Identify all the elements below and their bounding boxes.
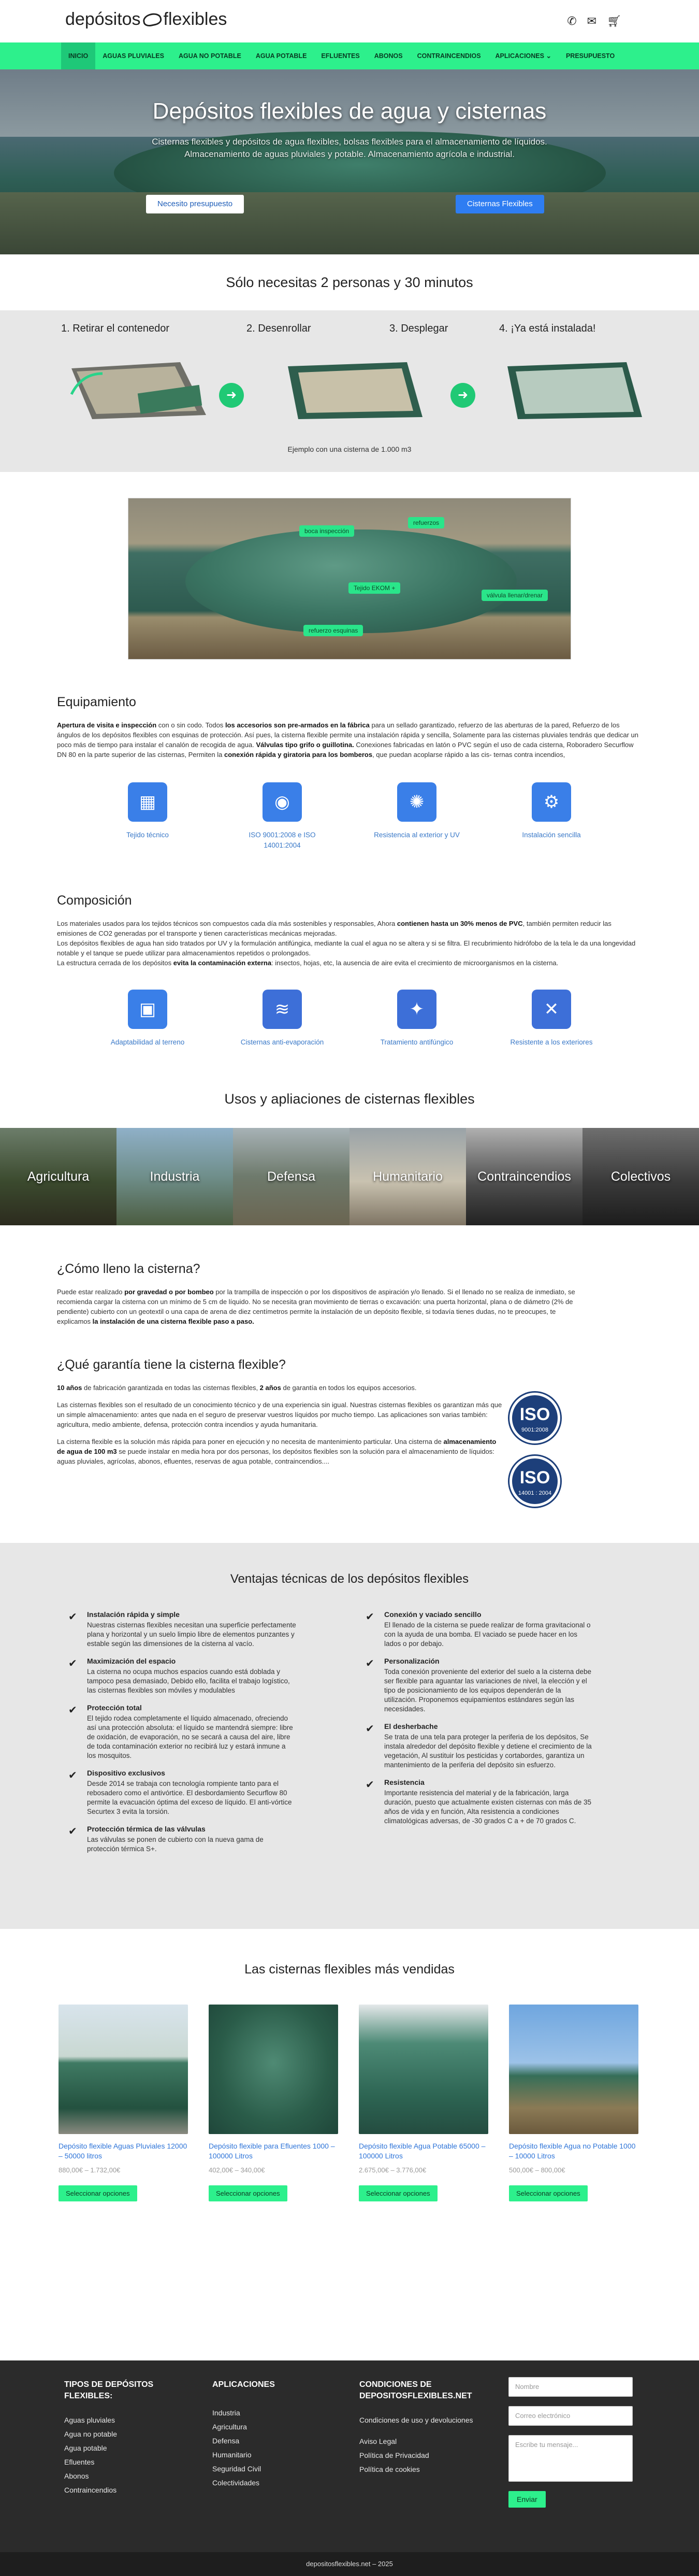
select-options-button[interactable]: Seleccionar opciones — [209, 2185, 287, 2201]
logo-text-a: depósitos — [65, 9, 141, 29]
advantage-text: Toda conexión proveniente del exterior del suelo a la cisterna debe ser flexible para aguantar las variaciones de nivel, la elección y el tipo de posicionamiento de los equipos dependerán de la utilización. Proponemos equipamientos estándares según las necesidades. — [384, 1668, 592, 1713]
evaporation-icon: ≋ — [263, 990, 302, 1029]
tag-inspection: boca inspección — [299, 525, 354, 537]
step-3-title: 3. Desplegar — [389, 323, 448, 334]
footer-link[interactable]: Agua potable — [64, 2444, 107, 2452]
email-field[interactable]: Correo electrónico — [508, 2406, 633, 2426]
advantage-text: Las válvulas se ponen de cubierto con la nueva gama de protección térmica S+. — [87, 1836, 264, 1853]
footer-link[interactable]: Aviso Legal — [359, 2437, 397, 2445]
resistance-icon: ✺ — [397, 782, 436, 822]
product-image[interactable] — [359, 2005, 488, 2134]
equipment-title: Equipamiento — [57, 695, 136, 709]
step-4-illustration — [497, 358, 647, 422]
feature-insects: ✕ Resistente a los exteriores — [505, 990, 598, 1048]
step-arrow-icon: ➜ — [450, 383, 475, 408]
footer-link[interactable]: Condiciones de uso y devoluciones — [359, 2416, 473, 2424]
advantage-title: Resistencia — [384, 1778, 425, 1786]
iso-14001-badge: ISO 14001 : 2004 — [509, 1456, 560, 1507]
nav-item-agua-potable[interactable]: AGUA POTABLE — [255, 52, 307, 60]
advantage-text: Se trata de una tela para proteger la periferia de los depósitos, Se instala alrededor del depósito flexible y detiene el crecimiento de la vegetación, Al sustituir los pesticidas y cortabordes, garantiza un mantenimiento de la periferia del depósito sin esfuerzo. — [384, 1733, 592, 1769]
advantage-title: Dispositivo exclusivos — [87, 1769, 165, 1777]
step-1-illustration — [61, 358, 211, 422]
feature-resistance: ✺ Resistencia al exterior y UV — [370, 782, 463, 851]
step-2-title: 2. Desenrollar — [246, 323, 311, 334]
nav-item-contraincendios[interactable]: CONTRAINCENDIOS — [417, 52, 481, 60]
nav-item-presupuesto[interactable]: PRESUPUESTO — [565, 52, 615, 60]
footer-link[interactable]: Aguas pluviales — [64, 2416, 115, 2424]
advantage-item — [366, 1778, 593, 1826]
product-price: 880,00€ – 1.732,00€ — [59, 2166, 121, 2174]
iso-icon: ◉ — [263, 782, 302, 822]
step-arrow-icon: ➜ — [219, 383, 244, 408]
use-tile-colectivos[interactable]: Colectivos — [582, 1128, 699, 1225]
advantages-right-column — [366, 1610, 593, 1834]
time-banner: Sólo necesitas 2 personas y 30 minutos — [0, 254, 699, 310]
equipment-text: Apertura de visita e inspección con o sin codo. Todos los accesorios son pre-armados en la fábrica para un sellado garantizado, refuerzo de las aberturas de la pared, Refuerzo de los ángulos de los depósitos flexibles con esquinas de protección. Así pues, la cisterna flexible permite una instalación rápida y sencilla, Solamente para las cisternas pluviales tendrás que dedicar un poco más de tiempo para instalar el canalón de recogida de agua. Válvulas tipo grifo o guillotina. Conexiones fabricadas en latón o PVC según el uso de cada cisterna, Roboradero Securflow DN 80 en la parte superior de las cisternas, Permiten la conexión rápida y giratoria para los bomberos, que puedan acoplarse rápido a las cis- ternas contra incendios, — [57, 721, 638, 759]
advantage-title: Maximización del espacio — [87, 1657, 176, 1665]
product-name[interactable]: Depósito flexible Agua Potable 65000 – 100000 Litros — [359, 2142, 486, 2160]
advantage-text: Nuestras cisternas flexibles necesitan una superficie perfectamente plana y horizontal y un suelo limpio libre de elementos punzantes y estable según las dimensiones de la cisterna al vacío. — [87, 1621, 296, 1648]
check-icon: ✔ — [68, 1826, 77, 1837]
advantage-title: El desherbache — [384, 1722, 438, 1730]
advantage-text: Importante resistencia del material y de la fabricación, larga duración, puesto que actualmente existen cisternas con más de 35 años de vida y en función, Alta resistencia a condiciones climatológicas adversas, de -30 grados C a + de 70 grados C. — [384, 1789, 591, 1825]
product-card — [509, 2005, 638, 2201]
composition-section — [57, 893, 642, 968]
nav-item-aplicaciones[interactable] — [488, 42, 559, 69]
composition-text-3: La estructura cerrada de los depósitos evita la contaminación externa: insectos, hojas, etc, la ausencia de aire evita el crecimiento de microorganismos en la cisterna. — [57, 959, 559, 967]
advantage-title: Conexión y vaciado sencillo — [384, 1610, 482, 1619]
main-nav — [0, 42, 699, 69]
warranty-text-1: 10 años de fabricación garantizada en todas las cisternas flexibles, 2 años de garantía en todos los equipos accesorios. — [57, 1384, 417, 1392]
product-name[interactable]: Depósito flexible para Efluentes 1000 – 100000 Litros — [209, 2142, 335, 2160]
footer-link[interactable]: Defensa — [212, 2437, 240, 2445]
fabric-icon: ▦ — [128, 782, 167, 822]
filling-title: ¿Cómo lleno la cisterna? — [57, 1262, 200, 1276]
hero-subtitle-line-1: Cisternas flexibles y depósitos de agua flexibles, bolsas flexibles para el almacenamiento de líquidos. — [152, 137, 547, 147]
advantage-text: Desde 2014 se trabaja con tecnología rompiente tanto para el rebosadero como el antivórtice. El desbordamiento Securflow 80 permite la evacuación óptima del exceso de líquido. El anti-vórtice Securtex 3 evita la torsión. — [87, 1780, 292, 1815]
footer-link[interactable]: Política de Privacidad — [359, 2451, 429, 2459]
advantage-item — [366, 1610, 593, 1649]
filling-section — [57, 1262, 642, 1326]
step-2-illustration — [278, 358, 428, 422]
advantage-item — [68, 1769, 296, 1816]
advantage-item — [68, 1825, 296, 1854]
footer-link[interactable]: Humanitario — [212, 2451, 252, 2459]
footer-link[interactable]: Seguridad Civil — [212, 2465, 261, 2473]
check-icon: ✔ — [366, 1723, 374, 1735]
iso-9001-badge: ISO 9001:2008 — [509, 1393, 560, 1443]
use-tile-contraincendios[interactable]: Contraincendios — [466, 1128, 582, 1225]
top-header — [0, 0, 699, 42]
uses-section — [0, 1091, 699, 1225]
gear-icon: ⚙ — [532, 782, 571, 822]
product-name[interactable]: Depósito flexible Aguas Pluviales 12000 – 50000 litros — [59, 2142, 187, 2160]
equipment-section — [57, 695, 642, 760]
mail-icon[interactable]: ✉ — [587, 15, 597, 27]
cart-icon[interactable]: 🛒︎ — [607, 15, 621, 27]
advantage-title: Protección total — [87, 1704, 142, 1712]
nav-item-aguas-pluviales[interactable]: AGUAS PLUVIALES — [103, 52, 164, 60]
feature-install: ⚙ Instalación sencilla — [505, 782, 598, 851]
check-icon: ✔ — [366, 1611, 374, 1623]
footer-col-types — [64, 2379, 183, 2497]
send-button[interactable]: Enviar — [508, 2491, 546, 2508]
tag-corners: refuerzo esquinas — [303, 625, 363, 636]
composition-title: Composición — [57, 893, 132, 908]
installation-steps — [0, 310, 699, 472]
composition-text-2: Los depósitos flexibles de agua han sido tratados por UV y la formulación antifúngica, mediante la cual el agua no se altera y si se filtra. El recubrimiento hidrófobo de la tela le da una longevidad notable y el tanque se puede utilizar para almacenamientos repetidos o prolongados. — [57, 939, 636, 957]
equipment-features — [101, 782, 598, 851]
warranty-text-2: Las cisternas flexibles son el resultado de un conocimiento técnico y de una experiencia sin igual. Nuestras cisternas flexibles os garantizan más que un simple almacenamiento: antes que nada en el seguro de preservar vuestros líquidos por mucho tiempo. Las aplicaciones son varias también: agricultura, medio ambiente, defensa, protección contra incendios y ayuda humanitaria. — [57, 1401, 502, 1428]
advantage-item — [68, 1704, 296, 1761]
hero-subtitle-line-2: Almacenamiento de aguas pluviales y potable. Almacenamiento agrícola e industrial. — [184, 149, 515, 159]
nav-item-abonos[interactable]: ABONOS — [374, 52, 403, 60]
select-options-button[interactable]: Seleccionar opciones — [59, 2185, 137, 2201]
product-image[interactable] — [59, 2005, 188, 2134]
advantage-item — [68, 1657, 296, 1695]
nav-item-agua-no-potable[interactable]: AGUA NO POTABLE — [178, 52, 241, 60]
nav-aplicaciones-label: APLICACIONES — [495, 52, 544, 60]
hero-banner — [0, 69, 699, 254]
select-options-button[interactable]: Seleccionar opciones — [509, 2185, 588, 2201]
advantage-item — [68, 1610, 296, 1649]
quote-button[interactable]: Necesito presupuesto — [146, 195, 244, 213]
footer-link[interactable]: Contraincendios — [64, 2486, 117, 2494]
footer-contact-form — [508, 2377, 638, 2508]
use-tile-humanitario[interactable]: Humanitario — [350, 1128, 466, 1225]
advantage-item — [366, 1722, 593, 1770]
feature-fabric: ▦ Tejido técnico — [101, 782, 194, 851]
product-card — [359, 2005, 488, 2201]
logo-text-b: flexibles — [163, 9, 227, 29]
check-icon: ✔ — [68, 1705, 77, 1716]
step-4-title: 4. ¡Ya está instalada! — [499, 323, 596, 334]
footer-link[interactable]: Efluentes — [64, 2458, 95, 2466]
footer-link[interactable]: Agua no potable — [64, 2430, 117, 2438]
product-price: 2.675,00€ – 3.776,00€ — [359, 2166, 427, 2174]
product-card — [59, 2005, 188, 2201]
warranty-section — [57, 1357, 642, 1513]
steps-caption: Ejemplo con una cisterna de 1.000 m3 — [287, 445, 412, 453]
product-name[interactable]: Depósito flexible Agua no Potable 1000 – 10000 Litros — [509, 2142, 636, 2160]
site-logo[interactable] — [65, 9, 227, 30]
name-field[interactable]: Nombre — [508, 2377, 633, 2397]
footer-col-title: TIPOS DE DEPÓSITOS FLEXIBLES: — [64, 2380, 154, 2400]
step-1-title: 1. Retirar el contenedor — [61, 323, 170, 334]
feature-iso: ◉ ISO 9001:2008 e ISO 14001:2004 — [236, 782, 329, 851]
advantage-item — [366, 1657, 593, 1714]
advantage-text: La cisterna no ocupa muchos espacios cuando está doblada y tampoco pesa demasiado, Debido ello, facilita el trabajo logístico, las cisternas flexibles son móviles y modulables — [87, 1668, 290, 1694]
product-price: 402,00€ – 340,00€ — [209, 2166, 265, 2174]
footer-link[interactable]: Colectividades — [212, 2479, 260, 2487]
feature-adaptability: ▣ Adaptabilidad al terreno — [101, 990, 194, 1048]
footer — [0, 2360, 699, 2552]
tag-reinforcements: refuerzos — [408, 517, 444, 528]
product-price: 500,00€ – 800,00€ — [509, 2166, 565, 2174]
products-section — [0, 1929, 699, 2219]
use-tile-agricultura[interactable]: Agricultura — [0, 1128, 116, 1225]
equipment-photo — [128, 498, 571, 660]
check-icon: ✔ — [68, 1770, 77, 1781]
check-icon: ✔ — [366, 1779, 374, 1791]
check-icon: ✔ — [68, 1611, 77, 1623]
chevron-down-icon: ⌄ — [546, 52, 551, 60]
advantages-left-column — [68, 1610, 296, 1862]
hero-subtitle — [0, 136, 699, 161]
feature-antifungal: ✦ Tratamiento antifúngico — [370, 990, 463, 1048]
advantage-text: El llenado de la cisterna se puede realizar de forma gravitacional o con la ayuda de una bomba. El vaciado se puede hacer en los lados o por debajo. — [384, 1621, 591, 1648]
footer-link[interactable]: Industria — [212, 2409, 240, 2417]
uses-title: Usos y apliaciones de cisternas flexibles — [224, 1091, 475, 1107]
tag-valve: válvula llenar/drenar — [482, 590, 548, 601]
advantage-title: Instalación rápida y simple — [87, 1610, 180, 1619]
footer-link[interactable]: Abonos — [64, 2472, 89, 2480]
footer-link[interactable]: Política de cookies — [359, 2465, 420, 2473]
use-tile-defensa[interactable]: Defensa — [233, 1128, 350, 1225]
check-icon: ✔ — [366, 1658, 374, 1669]
footer-link[interactable]: Agricultura — [212, 2423, 247, 2431]
phone-icon[interactable]: ✆ — [567, 15, 577, 27]
flexible-tanks-button[interactable]: Cisternas Flexibles — [456, 195, 544, 213]
tag-fabric: Tejido EKOM + — [348, 582, 400, 594]
advantage-text: El tejido rodea completamente el líquido almacenado, ofreciendo así una protección absoluta: el líquido se mantendrá siempre: libre de oxidación, de evaporación, no se secará a causa del aire, libre de toda contaminación exterior no recibirá luz y estará inmune a los mosquitos. — [87, 1714, 293, 1759]
product-card — [209, 2005, 338, 2201]
advantages-title: Ventajas técnicas de los depósitos flexibles — [230, 1572, 469, 1586]
use-tile-industria[interactable]: Industria — [116, 1128, 233, 1225]
nav-item-efluentes[interactable]: EFLUENTES — [321, 52, 360, 60]
composition-text-1: Los materiales usados para los tejidos técnicos son compuestos cada día más sostenibles y responsables, Ahora contienen hasta un 30% menos de PVC, también permiten reducir las emisiones de CO2 generadas por el transporte y tienen características mecánicas mejoradas. — [57, 920, 611, 937]
composition-features — [101, 990, 598, 1048]
products-title: Las cisternas flexibles más vendidas — [244, 1962, 455, 1977]
message-field[interactable]: Escribe tu mensaje... — [508, 2435, 633, 2482]
footer-col-title: CONDICIONES DE DEPOSITOSFLEXIBLES.NET — [359, 2380, 472, 2400]
logo-mark-icon — [141, 11, 162, 27]
product-image[interactable] — [209, 2005, 338, 2134]
insects-icon: ✕ — [532, 990, 571, 1029]
copyright: depositosflexibles.net – 2025 — [0, 2552, 699, 2576]
product-image[interactable] — [509, 2005, 638, 2134]
footer-col-conditions — [359, 2379, 494, 2477]
feature-evaporation: ≋ Cisternas anti-evaporación — [236, 990, 329, 1048]
footer-col-title: APLICACIONES — [212, 2380, 275, 2389]
warranty-text-3: La cisterna flexible es la solución más rápida para poner en ejecución y no necesita de mantenimiento particular. Una cisterna de almacenamiento de agua de 100 m3 se puede instalar en media hora por dos personas, los depósitos flexibles son la solución para el almacenamiento de líquidos: aguas pluviales, agrícolas, abonos, efluentes, reservas de agua potable, contraincendios.... — [57, 1438, 497, 1465]
adaptability-icon: ▣ — [128, 990, 167, 1029]
advantage-title: Personalización — [384, 1657, 440, 1665]
hero-title: Depósitos flexibles de agua y cisternas — [152, 98, 547, 124]
filling-text: Puede estar realizado por gravedad o por bombeo por la trampilla de inspección o por los dispositivos de aspiración y/o llenado. Si el llenado no se realiza de inmediato, se recomienda cargar la cisterna con un mínimo de 5 cm de líquido. No se necesita gran movimiento de tierras o excavación: una puerta horizontal, plana o de diámetro (2% de pendiente) cubierto con un geotextil o una capa de arena de diez centímetros permite la instalación de un depósito flexible, si todavía tienes dudas, no te preocupes, te explicamos la instalación de una cisterna flexible paso a paso. — [57, 1288, 575, 1325]
nav-item-inicio[interactable]: INICIO — [61, 42, 95, 69]
advantages-section — [0, 1543, 699, 1929]
antifungal-icon: ✦ — [397, 990, 436, 1029]
advantage-title: Protección térmica de las válvulas — [87, 1825, 206, 1833]
check-icon: ✔ — [68, 1658, 77, 1669]
warranty-title: ¿Qué garantía tiene la cisterna flexible? — [57, 1357, 286, 1372]
select-options-button[interactable]: Seleccionar opciones — [359, 2185, 438, 2201]
footer-col-applications — [212, 2379, 316, 2490]
